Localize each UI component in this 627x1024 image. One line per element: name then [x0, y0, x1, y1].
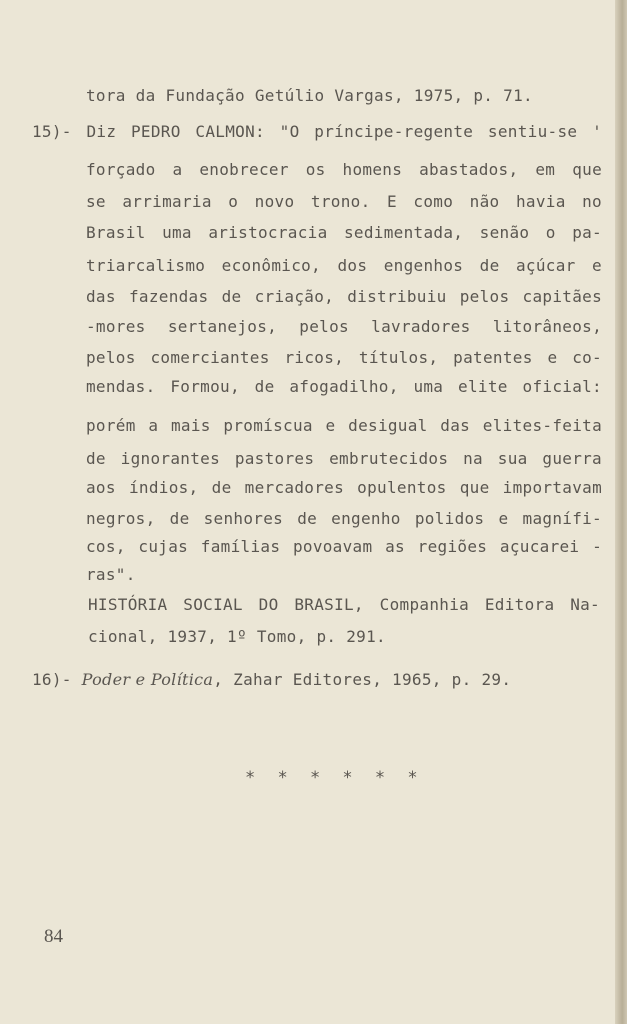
text-line: forçado a enobrecer os homens abastados, em que	[86, 160, 602, 179]
text-line: de ignorantes pastores embrutecidos na sua guerra	[86, 449, 602, 468]
text-line: ras".	[86, 565, 136, 584]
citation-line: HISTÓRIA SOCIAL DO BRASIL, Companhia Editora Na-	[88, 595, 600, 614]
note-16	[32, 670, 511, 689]
text-line: Brasil uma aristocracia sedimentada, senão o pa-	[86, 223, 602, 242]
text-line: mendas. Formou, de afogadilho, uma elite oficial:	[86, 377, 602, 396]
text-line: aos índios, de mercadores opulentos que importavam	[86, 478, 602, 497]
book-title: Poder e Política	[81, 670, 214, 689]
text-line: das fazendas de criação, distribuiu pelos capitães	[86, 287, 602, 306]
text-line: cos, cujas famílias povoavam as regiões açucarei -	[86, 537, 602, 556]
note-rest: , Zahar Editores, 1965, p. 29.	[213, 670, 512, 689]
note-15-first-line: 15)- Diz PEDRO CALMON: "O príncipe-regente sentiu-se '	[32, 122, 602, 141]
text-line: tora da Fundação Getúlio Vargas, 1975, p. 71.	[86, 86, 533, 105]
section-separator: * * * * * *	[245, 768, 424, 788]
text-line: se arrimaria o novo trono. E como não havia no	[86, 192, 602, 211]
text-line: -mores sertanejos, pelos lavradores litorâneos,	[86, 317, 602, 336]
page-number: 84	[44, 926, 63, 947]
text-line: triarcalismo econômico, dos engenhos de açúcar e	[86, 256, 602, 275]
page-edge-shadow	[615, 0, 627, 1024]
text-line: porém a mais promíscua e desigual das elites-feita	[86, 416, 602, 435]
note-number: 16)-	[32, 670, 72, 689]
citation-line: cional, 1937, 1º Tomo, p. 291.	[88, 627, 386, 646]
text-line: negros, de senhores de engenho polidos e magnífi-	[86, 509, 602, 528]
text-line: pelos comerciantes ricos, títulos, patentes e co-	[86, 348, 602, 367]
